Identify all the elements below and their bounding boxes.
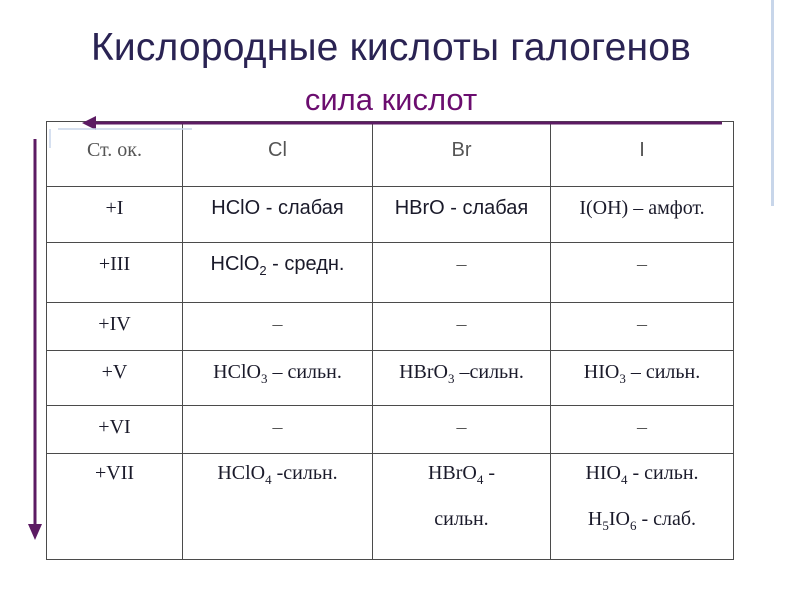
table-row bbox=[47, 351, 734, 406]
oxidation-state-cell: +I bbox=[47, 187, 183, 243]
slide-subtitle: сила кислот bbox=[304, 82, 478, 117]
oxidation-state-cell: +V bbox=[47, 351, 183, 406]
oxidation-state-cell: +III bbox=[47, 243, 183, 303]
bromine-acid-cell: HBrO$_3$ –сильн. bbox=[373, 351, 551, 406]
iodine-acid-cell: – bbox=[551, 243, 734, 303]
header-iodine: I bbox=[551, 122, 734, 187]
chlorine-acid-cell: – bbox=[183, 303, 373, 351]
chlorine-acid-cell: HClO$_3$ – сильн. bbox=[183, 351, 373, 406]
oxidation-state-cell: +VII bbox=[47, 454, 183, 560]
bromine-acid-cell: – bbox=[373, 303, 551, 351]
iodine-acid-cell: – bbox=[551, 303, 734, 351]
table-row bbox=[47, 303, 734, 351]
acids-table bbox=[46, 121, 734, 560]
iodine-acid-cell: – bbox=[551, 406, 734, 454]
bromine-acid-cell: HBrO$_4$ - сильн. bbox=[373, 454, 551, 560]
iodine-acid-cell: I(OH) – амфот. bbox=[551, 187, 734, 243]
table-header-row bbox=[47, 122, 734, 187]
bromine-acid-cell: – bbox=[373, 243, 551, 303]
table-row bbox=[47, 243, 734, 303]
header-chlorine: Cl bbox=[183, 122, 373, 187]
table-row bbox=[47, 406, 734, 454]
header-bromine: Br bbox=[373, 122, 551, 187]
vertical-strength-arrow bbox=[28, 139, 42, 540]
chlorine-acid-cell: – bbox=[183, 406, 373, 454]
chlorine-acid-cell: HClO$_4$ -сильн. bbox=[183, 454, 373, 560]
oxidation-state-cell: +VI bbox=[47, 406, 183, 454]
table-row bbox=[47, 454, 734, 560]
bromine-acid-cell: HBrO - слабая bbox=[373, 187, 551, 243]
iodine-acid-cell: $HIO_3$ – сильн. bbox=[551, 351, 734, 406]
chlorine-acid-cell: HClO - слабая bbox=[183, 187, 373, 243]
header-oxidation-state: Ст. ок. bbox=[47, 122, 183, 187]
table-row bbox=[47, 187, 734, 243]
bromine-acid-cell: – bbox=[373, 406, 551, 454]
chlorine-acid-cell: HClO$_2$ - средн. bbox=[183, 243, 373, 303]
slide-title: Кислородные кислоты галогенов bbox=[90, 26, 692, 69]
iodine-acid-cell: $HIO_4$ - сильн. $H_5IO_6$ - слаб. bbox=[551, 454, 734, 560]
oxidation-state-cell: +IV bbox=[47, 303, 183, 351]
